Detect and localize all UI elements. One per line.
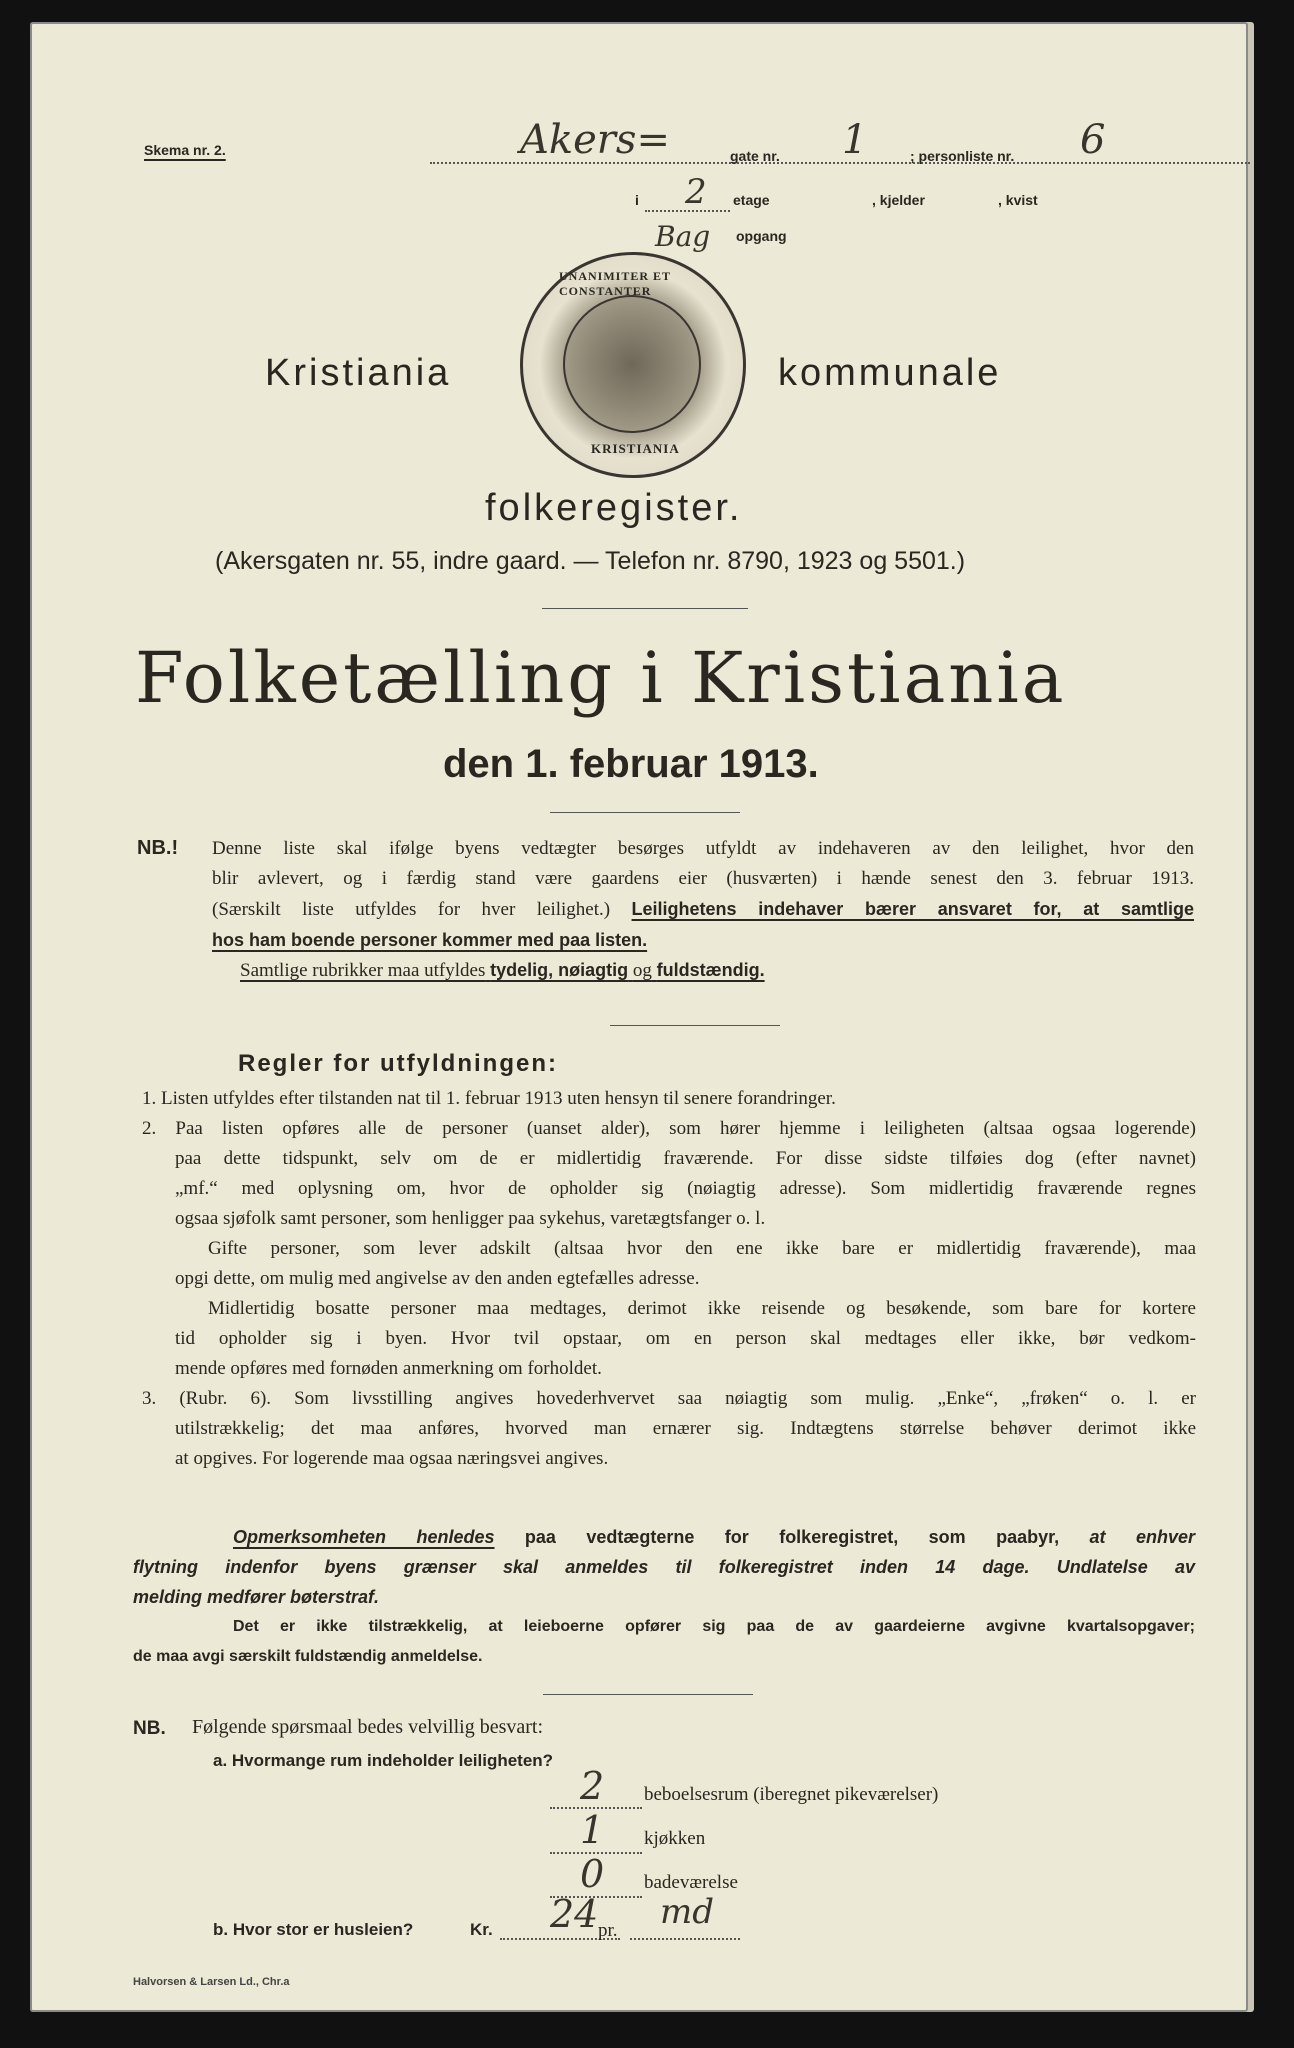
- kitchen-count: 1: [580, 1808, 605, 1852]
- personliste-number: 6: [1080, 117, 1106, 163]
- form-date: den 1. februar 1913.: [443, 742, 819, 786]
- question-b: b. Hvor stor er husleien?: [213, 1920, 414, 1939]
- floor-i-label: i: [635, 192, 639, 208]
- period-value: md: [660, 1892, 715, 1932]
- kjelder-label: , kjelder: [872, 192, 925, 208]
- rules-heading: Regler for utfyldningen:: [238, 1050, 558, 1077]
- divider: [542, 608, 748, 609]
- gate-number: 1: [842, 117, 868, 163]
- city-seal: [520, 252, 746, 478]
- kvist-label: , kvist: [998, 192, 1038, 208]
- rent-value: 24: [550, 1892, 599, 1936]
- skema-number: Skema nr. 2.: [144, 142, 226, 158]
- questions-nb-label: NB.: [133, 1718, 166, 1739]
- opgang-value: Bag: [655, 220, 711, 253]
- question-a: a. Hvormange rum indeholder leiligheten?: [213, 1751, 554, 1770]
- bathroom-count: 0: [580, 1852, 605, 1896]
- printer-imprint: Halvorsen & Larsen Ld., Chr.a: [133, 1976, 290, 1988]
- nb-paragraph: Denne liste skal ifølge byens vedtægter besørges utfyldt av indehaveren av den leilighet, hvor den blir avlevert, og i færdig stand være gaardens eier (husværten) i hænde senest den 3. februar 1913. (Særskilt liste utfyldes for hver leilighet.) Leilighetens indehaver bærer ansvaret for, at samtlige hos ham boende personer kommer med paa listen. Samtlige rubrikker maa utfyldes tydelig, nøiagtig og fuldstændig.: [212, 838, 1194, 981]
- rule-line: Midlertidig bosatte personer maa medtages, derimot ikke reisende og besøkende, som bare for kortere: [208, 1298, 1196, 1319]
- rule-line: opgi dette, om mulig med angivelse av den anden egtefælles adresse.: [175, 1268, 700, 1289]
- rule-line: utilstrækkelig; det maa anføres, hvorved man ernærer sig. Indtægtens størrelse behøver derimot ikke: [175, 1418, 1196, 1439]
- bathroom-label: badeværelse: [644, 1872, 738, 1893]
- rule-line: mende opføres med fornøden anmerkning om forholdet.: [175, 1358, 602, 1379]
- seal-emblem: [563, 295, 701, 433]
- rooms-label: beboelsesrum (iberegnet pikeværelser): [644, 1784, 939, 1805]
- rule-line: 1. Listen utfyldes efter tilstanden nat til 1. februar 1913 uten hensyn til senere forandringer.: [142, 1088, 836, 1109]
- rule-line: tid opholder sig i byen. Hvor tvil opstaar, om en person skal medtages eller ikke, bør vedkom-: [175, 1328, 1196, 1349]
- floor-value: 2: [685, 172, 707, 212]
- office-subtitle: folkeregister.: [485, 487, 743, 529]
- rule-line: at opgives. For logerende maa ogsaa næringsvei angives.: [175, 1448, 609, 1469]
- questions-intro: Følgende spørsmaal bedes velvillig besvart:: [192, 1716, 544, 1738]
- census-form: [30, 22, 1248, 2012]
- period-line: [630, 1938, 740, 1940]
- personliste-label: ; personliste nr.: [910, 148, 1015, 164]
- divider: [543, 1694, 753, 1695]
- notice-block: Opmerksomheten henledes paa vedtægterne for folkeregistret, som paabyr, at enhver flytning indenfor byens grænser skal anmeldes til folkeregistret inden 14 dage. Undlatelse av melding medfører bøterstraf. Det er ikke tilstrækkelig, at leieboerne opfører sig paa de av gaardeierne avgivne kvartalsopgaver; de maa avgi særskilt fuldstændig anmeldelse.: [133, 1527, 1195, 1665]
- rooms-count: 2: [580, 1764, 605, 1808]
- rule-line: Gifte personer, som lever adskilt (altsaa hvor den ene ikke bare er midlertidig fraværende), maa: [208, 1238, 1196, 1259]
- pr-label: pr.: [598, 1920, 618, 1941]
- etage-label: etage: [733, 192, 770, 208]
- office-right-title: kommunale: [778, 352, 1002, 394]
- seal-city: KRISTIANIA: [591, 441, 680, 456]
- rules-list: [142, 1084, 1196, 1474]
- kitchen-label: kjøkken: [644, 1828, 706, 1849]
- seal-motto: UNANIMITER ET CONSTANTER: [559, 269, 671, 298]
- rule-line: 3. (Rubr. 6). Som livsstilling angives hovederhvervet saa nøiagtig som mulig. „Enke“, „frøken“ o. l. er: [142, 1388, 1196, 1409]
- form-title: Folketælling i Kristiania: [135, 637, 1067, 719]
- office-left-title: Kristiania: [265, 352, 452, 394]
- opgang-label: opgang: [736, 228, 787, 244]
- divider: [610, 1025, 780, 1026]
- rule-line: paa dette tidspunkt, selv om de er midlertidig fraværende. For disse sidste tilføies dog (efter navnet): [175, 1148, 1196, 1169]
- rule-line: „mf.“ med oplysning om, hvor de opholder sig (nøiagtig adresse). Som midlertidig fraværende regnes: [175, 1178, 1196, 1199]
- gate-label: gate nr.: [730, 148, 780, 164]
- kr-label: Kr.: [470, 1920, 493, 1939]
- office-address: (Akersgaten nr. 55, indre gaard. — Telefon nr. 8790, 1923 og 5501.): [215, 547, 966, 575]
- nb-label: NB.!: [137, 837, 179, 859]
- street-name-handwritten: Akers=: [520, 117, 670, 163]
- rule-line: ogsaa sjøfolk samt personer, som henligger paa sykehus, varetægtsfanger o. l.: [175, 1208, 766, 1229]
- divider: [550, 812, 740, 813]
- rule-line: 2. Paa listen opføres alle de personer (uanset alder), som hører hjemme i leiligheten (altsaa ogsaa logerende): [142, 1118, 1196, 1139]
